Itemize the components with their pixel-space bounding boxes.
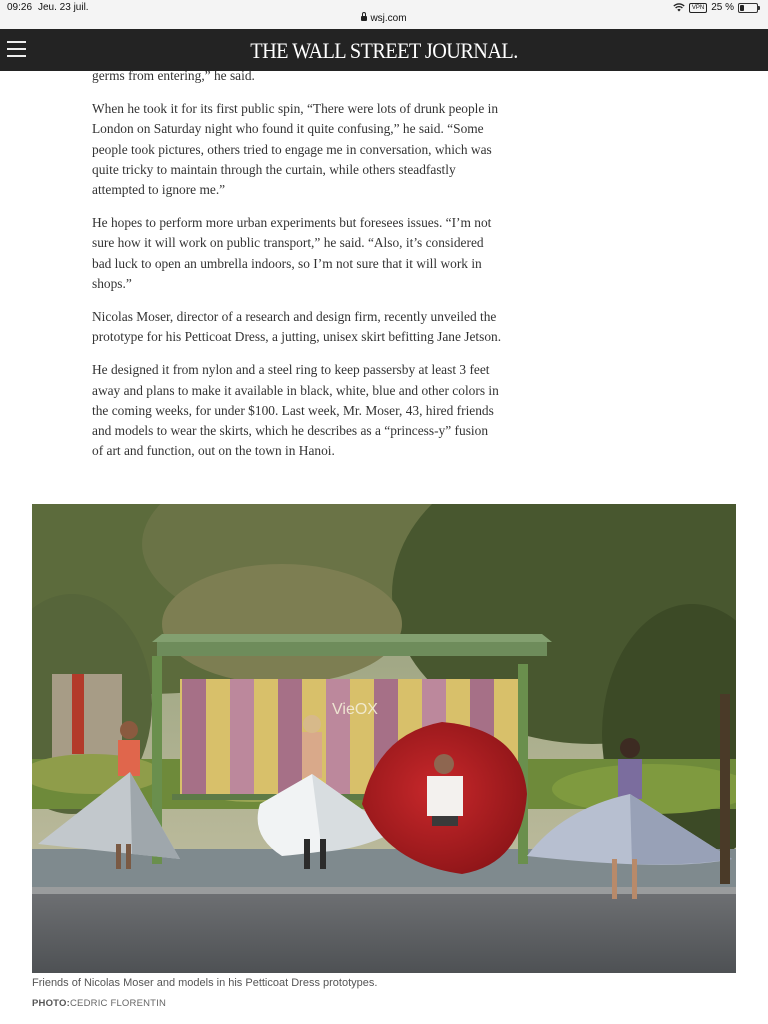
status-indicators <box>673 2 758 13</box>
vpn-badge: VPN <box>689 3 707 13</box>
status-date: Jeu. 23 juil. <box>38 2 89 13</box>
battery-percent: 25 % <box>711 2 734 13</box>
battery-icon <box>738 3 758 13</box>
site-header <box>0 29 768 71</box>
article-paragraph: Nicolas Moser, director of a research and design firm, recently unveiled the prototype for his Petticoat Dress, a jutting, unisex skirt befitting Jane Jetson. <box>92 309 502 345</box>
lock-icon <box>361 16 367 21</box>
article-paragraph: He designed it from nylon and a steel ring to keep passersby at least 3 feet away and plans to make it available in black, white, blue and other colors in the coming weeks, for under $100. Last week, Mr. Moser, 43, hired friends and models to wear the skirts, which he describes as a “princess-y” fusion of art and function, out on the town in Hanoi. <box>92 362 499 459</box>
ad-sign-text: VieOX <box>332 701 378 718</box>
photo-credit <box>32 998 166 1009</box>
article-paragraph: germs from entering,” he said. <box>92 68 255 83</box>
article-paragraph: When he took it for its first public spin, “There were lots of drunk people in London on Saturday night who found it quite confusing,” he said. “Some people took pictures, others tried to engage me in conversation, which was quite tricky to maintain through the curtain, while others steadfastly attempted to ignore me.” <box>92 101 499 198</box>
wifi-icon <box>673 3 685 12</box>
article-body <box>92 66 502 474</box>
hamburger-menu-icon[interactable] <box>7 41 27 58</box>
status-time: 09:26 <box>7 2 33 13</box>
photo-credit-label: PHOTO: <box>32 998 70 1009</box>
photo-credit-name: CEDRIC FLORENTIN <box>69 998 167 1009</box>
url-text: wsj.com <box>370 13 407 24</box>
article-paragraph: He hopes to perform more urban experiments but foresees issues. “I’m not sure how it will work on public transport,” he said. “Also, it’s considered bad luck to open an umbrella indoors, so I’m not sure that it will work in shops.” <box>92 215 492 291</box>
address-bar[interactable] <box>0 13 768 24</box>
article-photo[interactable] <box>32 504 736 973</box>
wsj-logo[interactable]: THE WALL STREET JOURNAL. <box>250 38 518 63</box>
status-bar <box>0 0 768 29</box>
photo-caption: Friends of Nicolas Moser and models in his Petticoat Dress prototypes. <box>32 977 378 989</box>
bus-stop-scene-illustration <box>32 504 736 973</box>
